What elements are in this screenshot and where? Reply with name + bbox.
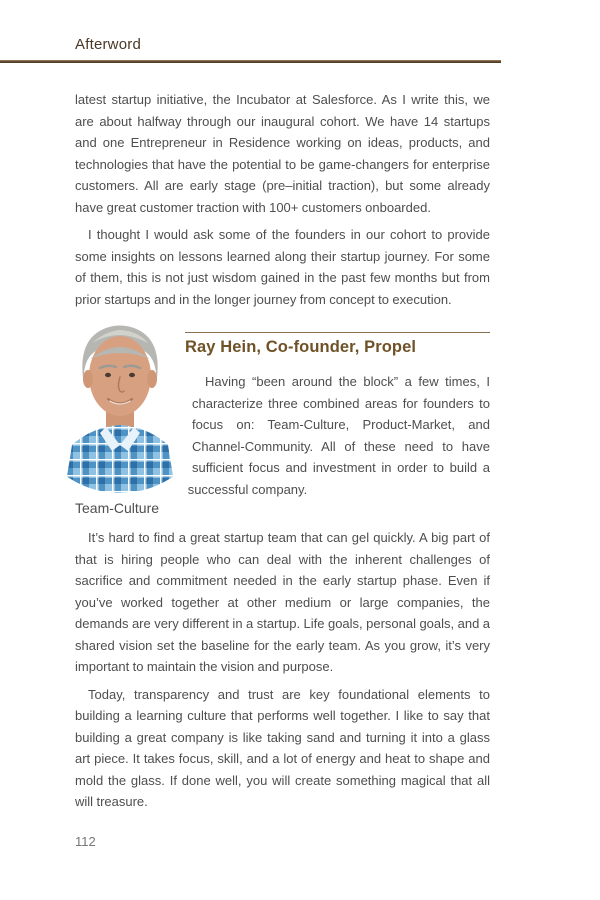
subheading-team-culture: Team-Culture <box>75 500 160 516</box>
paragraph-transparency: Today, transparency and trust are key foundational elements to building a learning culture that performs well together. I like to say that building a great company is like taking sand and turning it into a glass art piece. It takes focus, skill, and a lot of energy and heat to shape and mold the glass. If done well, you will create something magical that all will treasure. <box>75 686 490 809</box>
founder-photo <box>62 313 178 495</box>
founder-section <box>75 313 490 500</box>
founder-portrait-icon <box>62 313 178 495</box>
founder-heading-title: Ray Hein, Co-founder, Propel <box>185 338 417 356</box>
paragraph-intro: latest startup initiative, the Incubator at Salesforce. As I write this, we are about halfway through our inaugural cohort. We have 14 startups and one Entrepreneur in Residence working on ideas, products, and technologies that have the potential to be game-changers for enterprise customers. All are early stage (pre–initial traction), but some already have great customer traction with 100+ customers onboarded. <box>75 92 490 215</box>
running-header: Afterword <box>75 36 141 53</box>
founder-heading <box>185 332 490 357</box>
founder-heading-rule <box>185 332 490 333</box>
page-content <box>75 89 490 813</box>
paragraph-cohort: I thought I would ask some of the founders in our cohort to provide some insights on lessons learned along their startup journey. For some of them, this is not just wisdom gained in the past few months but from prior startups and in the longer journey from concept to execution. <box>75 227 490 307</box>
page-number: 112 <box>75 834 96 849</box>
paragraph-team: It’s hard to find a great startup team that can gel quickly. A big part of that is hiring people who can deal with the inherent challenges of sacrifice and commitment needed in the early startup phase. Even if you’ve worked together at other medium or large companies, the demands are very different in a startup. Life goals, personal goals, and a shared vision set the baseline for the early team. As you grow, it’s very important to maintain the vision and purpose. <box>75 530 490 674</box>
founder-bio: Having “been around the block” a few times, I characterize three combined areas for founders to focus on: Team-Culture, Product-Market, and Channel-Community. All of these need to have sufficient focus and investment in order to build a successful company. <box>187 374 490 497</box>
header-rule <box>0 60 501 63</box>
